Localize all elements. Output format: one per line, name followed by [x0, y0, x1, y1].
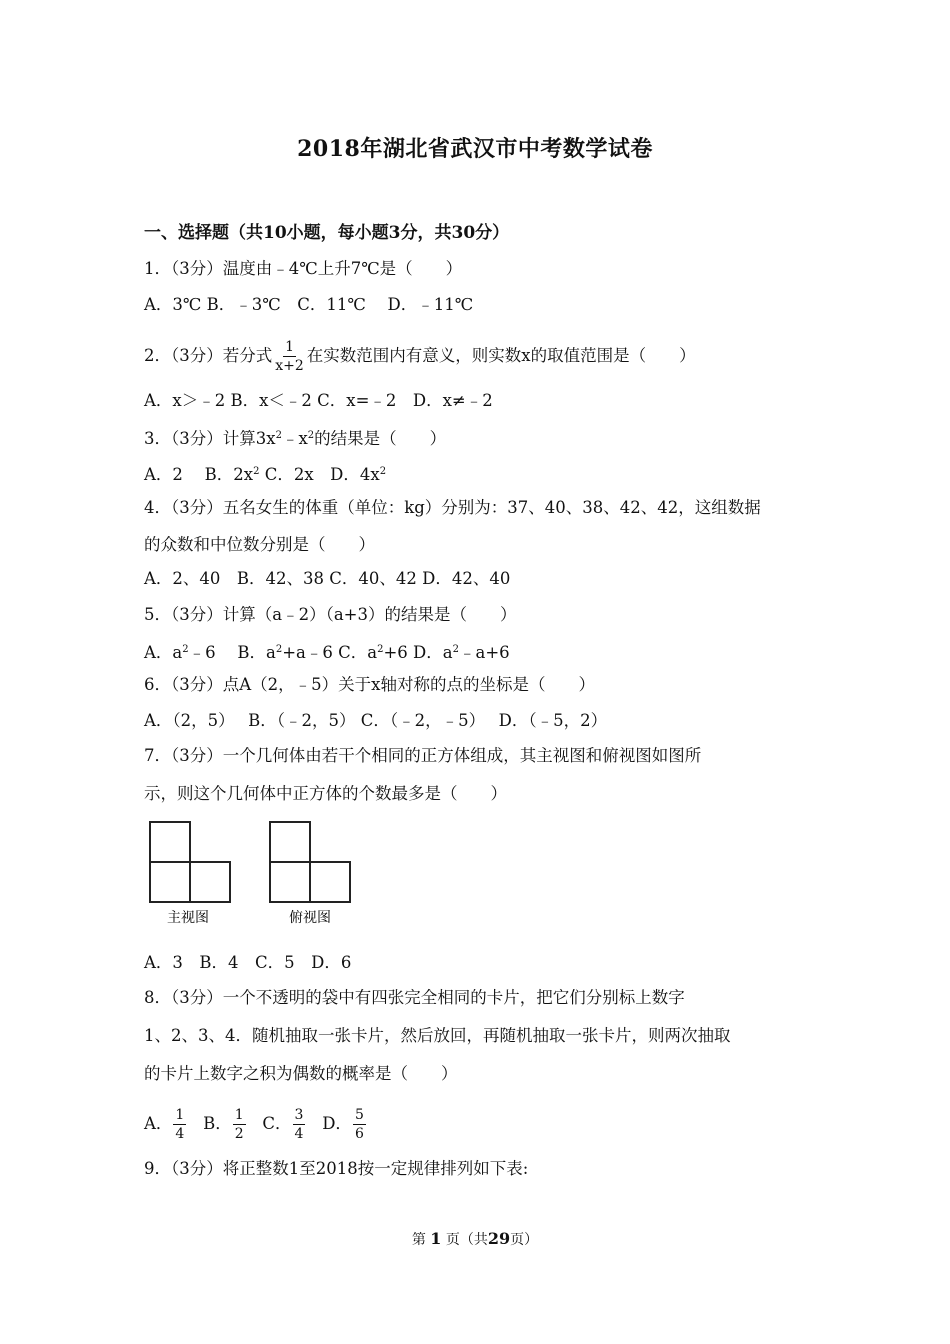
front-view-drawing — [150, 822, 230, 902]
footer-text: 页） — [510, 1232, 539, 1248]
footer-text: 第 — [411, 1232, 426, 1248]
q8-option-a-fraction — [173, 1108, 186, 1141]
q9-stem: 9．（3分）将正整数1至2018按一定规律排列如下表: — [144, 1159, 529, 1178]
q2-stem-post: 在实数范围内有意义，则实数x的取值范围是（ ） — [306, 346, 696, 365]
q3-stem — [144, 425, 446, 450]
q5-sup: 2 — [452, 644, 459, 655]
top-view-cell — [270, 862, 310, 902]
q7-stem-line1: 7．（3分）一个几何体由若干个相同的正方体组成，其主视图和俯视图如图所 — [144, 746, 702, 765]
q8-stem-line3: 的卡片上数字之积为偶数的概率是（ ） — [144, 1064, 458, 1083]
q3-sup: 2 — [275, 430, 282, 441]
q6-stem: 6．（3分）点A（2，﹣5）关于x轴对称的点的坐标是（ ） — [144, 675, 595, 694]
q8-option-d-fraction — [353, 1108, 366, 1141]
q6-options: A．（2，5） B．（﹣2，5） C．（﹣2，﹣5） D．（﹣5，2） — [144, 711, 608, 730]
top-view-cell — [310, 862, 350, 902]
q3-sup: 2 — [379, 466, 387, 477]
q8-option-label: C． — [262, 1114, 292, 1133]
q4-stem-line1: 4．（3分）五名女生的体重（单位：kg）分别为：37、40、38、42、42，这组数据 — [144, 498, 761, 517]
q5-options — [144, 639, 510, 664]
q2-stem-pre: 2．（3分）若分式 — [144, 346, 273, 365]
q2-frac-den: x+2 — [275, 358, 304, 374]
page-total: 29 — [487, 1229, 511, 1248]
q5-sup: 2 — [377, 644, 384, 655]
frac-den: 4 — [294, 1126, 304, 1142]
footer-text: 页（共 — [445, 1232, 488, 1248]
frac-num: 3 — [294, 1107, 304, 1123]
q5-opt: +a﹣6 C．a — [282, 643, 378, 662]
q2-fraction — [273, 340, 306, 373]
front-view-cell — [150, 862, 190, 902]
front-view-label: 主视图 — [167, 910, 209, 926]
q5-opt: +6 D．a — [383, 643, 453, 662]
q8-options — [144, 1108, 367, 1141]
q7-views-figure — [146, 818, 366, 928]
top-view-drawing — [270, 822, 350, 902]
page-title: 2018年湖北省武汉市中考数学试卷 — [297, 136, 653, 162]
q2-options: A．x＞﹣2 B．x＜﹣2 C．x=﹣2 D．x≠﹣2 — [144, 391, 493, 410]
top-view-cell — [270, 822, 310, 862]
q2-frac-num: 1 — [285, 339, 294, 355]
frac-den: 6 — [354, 1126, 364, 1142]
frac-den: 4 — [175, 1126, 185, 1142]
q3-opt: A．2 B．2x — [144, 465, 254, 484]
q1-options: A．3℃ B．﹣3℃ C．11℃ D．﹣11℃ — [144, 295, 474, 314]
q5-opt: ﹣6 B．a — [188, 643, 276, 662]
q8-option-label: A． — [144, 1114, 173, 1133]
q8-option-label: D． — [322, 1114, 352, 1133]
q5-sup: 2 — [275, 644, 283, 655]
q3-sup: 2 — [253, 466, 260, 477]
q5-opt: ﹣a+6 — [459, 643, 510, 662]
front-view-cell — [190, 862, 230, 902]
q4-stem-line2: 的众数和中位数分别是（ ） — [144, 535, 375, 554]
frac-den: 2 — [234, 1126, 244, 1142]
q8-option-b-fraction — [233, 1108, 246, 1141]
q7-stem-line2: 示，则这个几何体中正方体的个数最多是（ ） — [144, 784, 507, 803]
q8-option-label: B． — [203, 1114, 232, 1133]
q4-options: A．2、40 B．42、38 C．40、42 D．42、40 — [144, 569, 511, 588]
q3-opt: C．2x D．4x — [259, 465, 380, 484]
top-view-label: 俯视图 — [289, 910, 331, 926]
q8-option-c-fraction — [293, 1108, 306, 1141]
q3-sup: 2 — [307, 430, 315, 441]
q3-stem-post: 的结果是（ ） — [314, 429, 447, 448]
frac-num: 5 — [354, 1107, 364, 1123]
q5-opt: A．a — [144, 643, 183, 662]
q8-stem-line2: 1、2、3、4．随机抽取一张卡片，然后放回，再随机抽取一张卡片，则两次抽取 — [144, 1026, 731, 1045]
q3-options — [144, 461, 386, 486]
front-view-cell — [150, 822, 190, 862]
q3-stem-mid: ﹣x — [281, 429, 308, 448]
q2-stem — [144, 340, 696, 373]
section-heading: 一、选择题（共10小题，每小题3分，共30分） — [144, 223, 510, 243]
q1-stem: 1．（3分）温度由﹣4℃上升7℃是（ ） — [144, 259, 463, 278]
q5-stem: 5．（3分）计算（a﹣2）（a+3）的结果是（ ） — [144, 605, 517, 624]
q8-stem-line1: 8．（3分）一个不透明的袋中有四张完全相同的卡片，把它们分别标上数字 — [144, 988, 685, 1007]
q3-stem-pre: 3．（3分）计算3x — [144, 429, 276, 448]
frac-num: 1 — [175, 1107, 185, 1123]
frac-num: 1 — [234, 1107, 244, 1123]
page-number: 1 — [430, 1229, 442, 1248]
q5-sup: 2 — [182, 644, 189, 655]
page-footer — [0, 1229, 950, 1249]
q7-options: A．3 B．4 C．5 D．6 — [144, 953, 352, 972]
